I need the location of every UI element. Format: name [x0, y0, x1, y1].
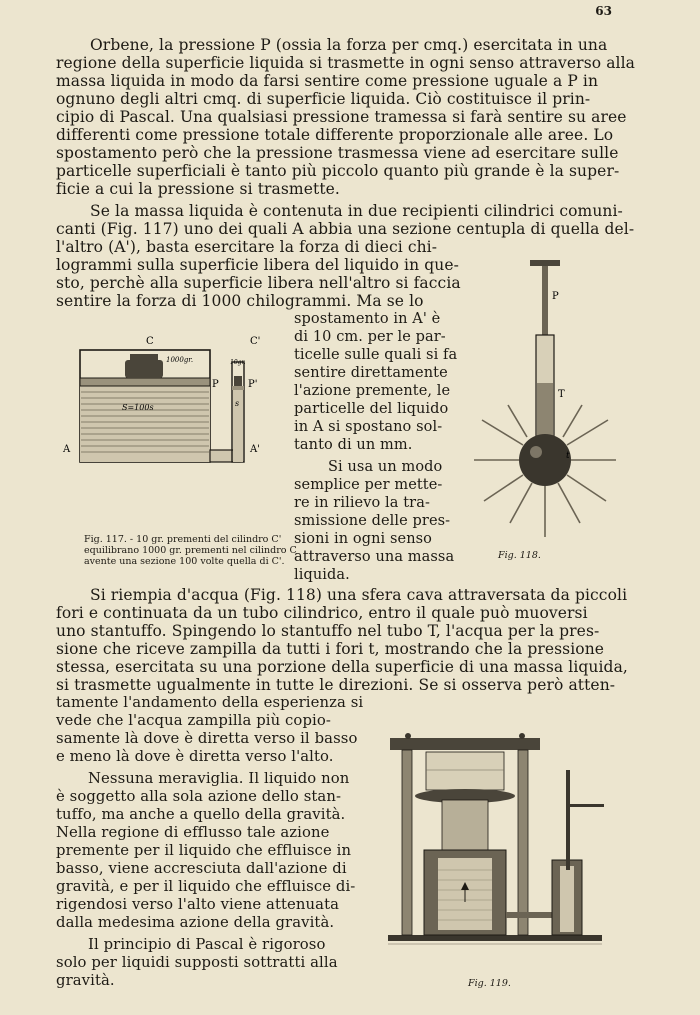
page-number: 63	[595, 4, 612, 18]
text-line: tuffo, ma anche a quello della gravità.	[56, 806, 346, 823]
figure-117	[60, 332, 292, 474]
text-line: in A si spostano sol-	[294, 419, 443, 435]
text-line: gravità, e per il liquido che effluisce di-	[56, 878, 356, 895]
text-line: solo per liquidi supposti sottratti alla	[56, 954, 338, 971]
text-line: basso, viene accresciuta dall'azione di	[56, 860, 347, 877]
text-line: liquida.	[294, 567, 350, 583]
text-line: spostamento in A' è	[294, 311, 441, 327]
text-line: samente là dove è diretta verso il basso	[56, 730, 358, 747]
text-line: sentire la forza di 1000 chilogrammi. Ma se lo	[56, 292, 424, 310]
text-line: di 10 cm. per le par-	[294, 329, 446, 345]
text-line: logrammi sulla superficie libera del liquido in que-	[56, 256, 459, 274]
caption-fig117	[84, 534, 297, 567]
text-line: fori e continuata da un tubo cilindrico, entro il quale può muoversi	[56, 604, 588, 622]
text-line: rigendosi verso l'alto viene attenuata	[56, 896, 340, 913]
text-line: gravità.	[56, 972, 115, 989]
text-line: si trasmette ugualmente in tutte le direzioni. Se si osserva però atten-	[56, 676, 616, 694]
text-line: ognuno degli altri cmq. di superficie liquida. Ciò costituisce il prin-	[56, 90, 591, 108]
text-line: particelle del liquido	[294, 401, 449, 417]
text-line: sione che riceve zampilla da tutti i fori t, mostrando che la pressione	[56, 640, 605, 658]
caption-line: avente una sezione 100 volte quella di C'.	[84, 556, 285, 567]
text-line: semplice per mette-	[294, 477, 443, 493]
text-line: premente per il liquido che effluisce in	[56, 842, 352, 859]
text-line: dalla medesima azione della gravità.	[56, 914, 335, 931]
text-line: sto, perchè alla superficie libera nell'altro si faccia	[56, 274, 461, 292]
label-s: s	[235, 399, 240, 408]
label-C: C	[146, 336, 154, 347]
label-A: A	[63, 444, 71, 455]
text-line: sentire direttamente	[294, 365, 448, 381]
text-line: Se la massa liquida è contenuta in due recipienti cilindrici comuni-	[90, 202, 623, 220]
text-line: Nessuna meraviglia. Il liquido non	[88, 770, 350, 787]
caption-line: Fig. 117. - 10 gr. prementi del cilindro C'	[84, 534, 282, 545]
figure-118	[470, 255, 620, 545]
text-line: cipio di Pascal. Una qualsiasi pressione tramessa si farà sentire su aree	[56, 108, 627, 126]
label-Cp: C'	[250, 336, 261, 347]
label-P: P	[212, 379, 219, 390]
text-line: ticelle sulle quali si fa	[294, 347, 458, 363]
text-line: è soggetto alla sola azione dello stan-	[56, 788, 342, 805]
label-t: t	[566, 451, 570, 461]
text-line: massa liquida in modo da farsi sentire come pressione uguale a P in	[56, 72, 599, 90]
text-line: Il principio di Pascal è rigoroso	[88, 936, 326, 953]
text-line: particelle superficiali è tanto più piccolo quanto più grande è la super-	[56, 162, 620, 180]
text-line: l'altro (A'), basta esercitare la forza di dieci chi-	[56, 238, 438, 256]
label-Ap: A'	[250, 444, 260, 455]
text-line: spostamento però che la pressione trasmessa viene ad esercitare sulle	[56, 144, 619, 162]
text-line: sioni in ogni senso	[294, 531, 433, 547]
text-line: re in rilievo la tra-	[294, 495, 430, 511]
caption-line: equilibrano 1000 gr. prementi nel cilindro C	[84, 545, 297, 556]
text-line: stessa, esercitata su una porzione della superficie di una massa liquida,	[56, 658, 628, 676]
label-weight-small: 10gr.	[230, 359, 246, 366]
text-line: Nella regione di efflusso tale azione	[56, 824, 330, 841]
label-S: S=100s	[122, 403, 154, 412]
label-T: T	[558, 389, 565, 400]
text-line: regione della superficie liquida si trasmette in ogni senso attraverso alla	[56, 54, 636, 72]
text-line: vede che l'acqua zampilla più copio-	[56, 712, 331, 729]
text-line: ficie a cui la pressione si trasmette.	[56, 180, 340, 198]
text-line: canti (Fig. 117) uno dei quali A abbia una sezione centupla di quella del-	[56, 220, 635, 238]
text-line: differenti come pressione totale differente proporzionale alle aree. Lo	[56, 126, 614, 144]
text-line: Si usa un modo	[328, 459, 443, 475]
text-line: uno stantuffo. Spingendo lo stantuffo nel tubo T, l'acqua per la pres-	[56, 622, 600, 640]
caption-fig119: Fig. 119.	[468, 978, 511, 989]
text-line: e meno là dove è diretta verso l'alto.	[56, 748, 334, 765]
text-line: Si riempia d'acqua (Fig. 118) una sfera cava attraversata da piccoli	[90, 586, 628, 604]
label-weight-big: 1000gr.	[166, 356, 194, 364]
text-line: smissione delle pres-	[294, 513, 451, 529]
text-line: attraverso una massa	[294, 549, 455, 565]
label-P: P	[552, 291, 559, 302]
text-line: Orbene, la pressione P (ossia la forza per cmq.) esercitata in una	[90, 36, 608, 54]
text-line: tanto di un mm.	[294, 437, 413, 453]
caption-fig118: Fig. 118.	[498, 550, 541, 561]
figure-119	[380, 730, 620, 955]
label-Pp: P'	[248, 379, 258, 390]
text-line: l'azione premente, le	[294, 383, 451, 399]
text-line: tamente l'andamento della esperienza si	[56, 694, 364, 711]
